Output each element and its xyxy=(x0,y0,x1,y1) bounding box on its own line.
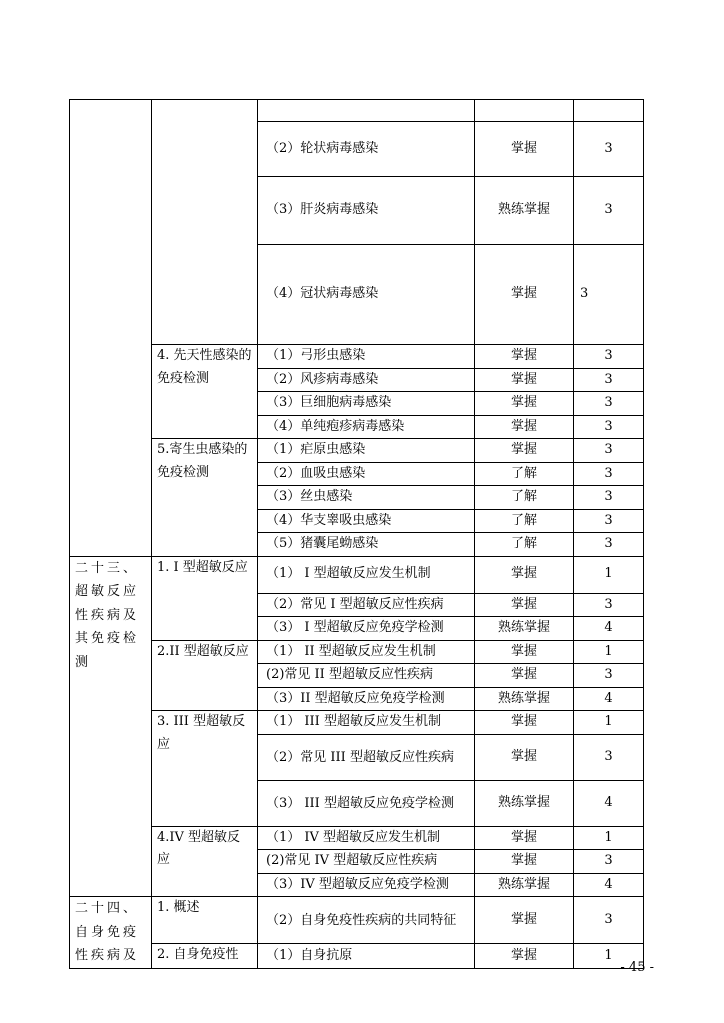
table-row-level: 掌握 xyxy=(475,415,574,439)
table-row-item: （4）华支睾吸虫感染 xyxy=(258,509,475,533)
table-row-level: 掌握 xyxy=(475,392,574,416)
table-row-count: 1 xyxy=(574,640,644,664)
table-row-level: 掌握 xyxy=(475,850,574,874)
table-row-level: 掌握 xyxy=(475,122,574,177)
table-row-item: （4）冠状病毒感染 xyxy=(258,245,475,345)
table-row-level: 熟练掌握 xyxy=(475,617,574,641)
table-row-count: 3 xyxy=(574,415,644,439)
table-row-level: 掌握 xyxy=(475,345,574,369)
table-row-level: 熟练掌握 xyxy=(475,687,574,711)
table-row-item: （1）自身抗原 xyxy=(258,944,475,968)
table-row-count: 3 xyxy=(574,462,644,486)
table-row-count: 3 xyxy=(574,897,644,944)
table-row-count: 3 xyxy=(574,177,644,245)
table-row-count: 4 xyxy=(574,687,644,711)
table-row-level: 掌握 xyxy=(475,439,574,463)
chapter-autoimmune: 二十四、自身免疫性疾病及 xyxy=(70,897,152,969)
table-row-count: 3 xyxy=(574,509,644,533)
table-row-level: 掌握 xyxy=(475,734,574,780)
table-row-level: 熟练掌握 xyxy=(475,780,574,826)
table-row-item: （1） III 型超敏反应发生机制 xyxy=(258,711,475,735)
table-row-level: 了解 xyxy=(475,486,574,510)
table-row-level: 熟练掌握 xyxy=(475,177,574,245)
table-row-item: （1） II 型超敏反应发生机制 xyxy=(258,640,475,664)
section-parasitic: 5.寄生虫感染的免疫检测 xyxy=(152,439,258,557)
table-row-count: 4 xyxy=(574,780,644,826)
table-row-item: （2）轮状病毒感染 xyxy=(258,122,475,177)
table-row-level: 掌握 xyxy=(475,593,574,617)
section-cell-continued xyxy=(152,100,258,345)
table-row-count: 1 xyxy=(574,556,644,593)
table-row-item: （2）常见 III 型超敏反应性疾病 xyxy=(258,734,475,780)
table-row-item: （3） III 型超敏反应免疫学检测 xyxy=(258,780,475,826)
chapter-cell-continued xyxy=(70,100,152,557)
table-row-item: (2)常见 II 型超敏反应性疾病 xyxy=(258,664,475,688)
table-row-level: 掌握 xyxy=(475,245,574,345)
chapter-hypersensitivity: 二十三、超敏反应性疾病及其免疫检测 xyxy=(70,556,152,897)
table-row-count: 3 xyxy=(574,392,644,416)
section-type-3: 3. III 型超敏反应 xyxy=(152,711,258,827)
table-row-level: 熟练掌握 xyxy=(475,873,574,897)
syllabus-table xyxy=(69,99,644,969)
table-row-level: 了解 xyxy=(475,533,574,557)
table-row-count: 3 xyxy=(574,345,644,369)
section-type-2: 2.II 型超敏反应 xyxy=(152,640,258,711)
table-row-level: 掌握 xyxy=(475,664,574,688)
table-row-count: 3 xyxy=(574,486,644,510)
table-row-item: （1）疟原虫感染 xyxy=(258,439,475,463)
table-row-level: 掌握 xyxy=(475,944,574,968)
table-row-item: （2）血吸虫感染 xyxy=(258,462,475,486)
table-row-count: 3 xyxy=(574,245,644,345)
page-number: - 45 - xyxy=(620,960,654,975)
table-row-item: （3）IV 型超敏反应免疫学检测 xyxy=(258,873,475,897)
table-row-item: （3） I 型超敏反应免疫学检测 xyxy=(258,617,475,641)
table-row-level: 掌握 xyxy=(475,556,574,593)
table-row-count: 3 xyxy=(574,593,644,617)
table-row-count: 4 xyxy=(574,617,644,641)
table-row-count xyxy=(574,100,644,122)
table-row-count: 4 xyxy=(574,873,644,897)
table-row-count: 3 xyxy=(574,439,644,463)
table-row-count: 3 xyxy=(574,368,644,392)
table-row-item: （1）弓形虫感染 xyxy=(258,345,475,369)
table-row-item: （4）单纯疱疹病毒感染 xyxy=(258,415,475,439)
section-type-1: 1. I 型超敏反应 xyxy=(152,556,258,640)
table-row-item: （2）常见 I 型超敏反应性疾病 xyxy=(258,593,475,617)
table-row-item: （3）II 型超敏反应免疫学检测 xyxy=(258,687,475,711)
table-row-count: 3 xyxy=(574,664,644,688)
table-row-level xyxy=(475,100,574,122)
table-row-count: 1 xyxy=(574,711,644,735)
table-row-item: （5）猪囊尾蚴感染 xyxy=(258,533,475,557)
table-row-item: （3）丝虫感染 xyxy=(258,486,475,510)
section-overview: 1. 概述 xyxy=(152,897,258,944)
table-row-level: 掌握 xyxy=(475,897,574,944)
table-row-level: 掌握 xyxy=(475,711,574,735)
section-autoimmune: 2. 自身免疫性 xyxy=(152,944,258,968)
table-row-item: （2）自身免疫性疾病的共同特征 xyxy=(258,897,475,944)
table-row-level: 了解 xyxy=(475,462,574,486)
table-row-level: 了解 xyxy=(475,509,574,533)
table-row-level: 掌握 xyxy=(475,368,574,392)
table-row-count: 1 xyxy=(574,944,644,968)
table-row-item: （3）巨细胞病毒感染 xyxy=(258,392,475,416)
table-row-item: （2）风疹病毒感染 xyxy=(258,368,475,392)
section-type-4: 4.IV 型超敏反应 xyxy=(152,826,258,897)
table-row-count: 1 xyxy=(574,826,644,850)
table-row-item: (2)常见 IV 型超敏反应性疾病 xyxy=(258,850,475,874)
table-row-count: 3 xyxy=(574,734,644,780)
table-row-item: （1） IV 型超敏反应发生机制 xyxy=(258,826,475,850)
table-row-count: 3 xyxy=(574,533,644,557)
table-row-item: （1） I 型超敏反应发生机制 xyxy=(258,556,475,593)
table-row-item: （3）肝炎病毒感染 xyxy=(258,177,475,245)
table-row-item xyxy=(258,100,475,122)
section-congenital: 4. 先天性感染的免疫检测 xyxy=(152,345,258,439)
table-row-level: 掌握 xyxy=(475,640,574,664)
table-row-level: 掌握 xyxy=(475,826,574,850)
table-row-count: 3 xyxy=(574,122,644,177)
table-row-count: 3 xyxy=(574,850,644,874)
